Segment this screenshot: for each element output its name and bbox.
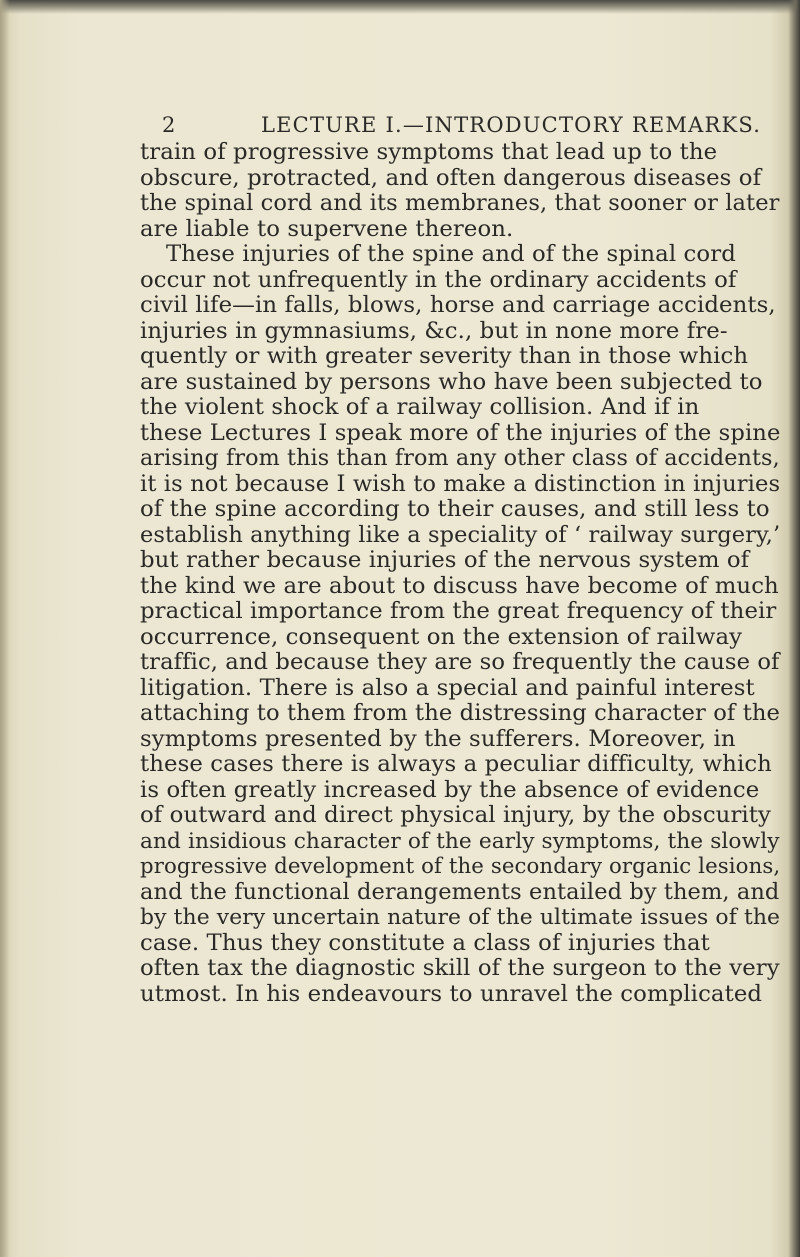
text-line: it is not because I wish to make a distinction in injuries (140, 470, 781, 497)
running-head-title: LECTURE I.—INTRODUCTORY REMARKS. (261, 113, 762, 137)
text-line: the spinal cord and its membranes, that sooner or later (140, 190, 780, 216)
text-line: practical importance from the great frequency of their (140, 598, 777, 624)
body-text (140, 140, 800, 1007)
text-line: litigation. There is also a special and painful interest (140, 674, 755, 701)
text-line: the violent shock of a railway collision. And if in (140, 394, 700, 420)
text-line: civil life—in falls, blows, horse and carriage accidents, (140, 292, 776, 318)
text-line: the kind we are about to discuss have become of much (140, 572, 779, 599)
page-number: 2 (162, 113, 177, 137)
text-line: these cases there is always a peculiar difficulty, which (140, 751, 772, 777)
text-line: train of progressive symptoms that lead up to the (140, 139, 718, 165)
text-line: progressive development of the secondary organic lesions, (140, 854, 781, 879)
text-line: often tax the diagnostic skill of the surgeon to the very (140, 955, 780, 981)
text-line: is often greatly increased by the absence of evidence (140, 776, 760, 803)
text-line: case. Thus they constitute a class of injuries that (140, 929, 710, 956)
text-line: establish anything like a speciality of ‘ railway surgery,’ (140, 521, 781, 548)
text-line: these Lectures I speak more of the injuries of the spine (140, 419, 781, 446)
text-line: but rather because injuries of the nervous system of (140, 547, 750, 573)
text-line: attaching to them from the distressing character of the (140, 700, 781, 726)
text-line: symptoms presented by the sufferers. Moreover, in (140, 725, 736, 752)
text-line: and insidious character of the early symptoms, the slowly (140, 828, 780, 854)
text-line: arising from this than from any other class of accidents, (140, 445, 780, 471)
text-line: and the functional derangements entailed by them, and (140, 878, 780, 905)
top-edge-shadow (0, 0, 800, 14)
text-line: by the very uncertain nature of the ultimate issues of the (140, 905, 781, 930)
text-line: These injuries of the spine and of the spinal cord (166, 241, 736, 267)
text-line: of the spine according to their causes, and still less to (140, 496, 770, 522)
left-page-edge (0, 0, 10, 1257)
text-line: utmost. In his endeavours to unravel the complicated (140, 980, 763, 1007)
text-line: occur not unfrequently in the ordinary accidents of (140, 266, 737, 293)
text-line: occurrence, consequent on the extension of railway (140, 623, 743, 650)
text-line: injuries in gymnasiums, &c., but in none more fre- (140, 317, 728, 344)
text-line: obscure, protracted, and often dangerous diseases of (140, 164, 762, 191)
text-line: are liable to supervene thereon. (140, 215, 514, 242)
text-line: of outward and direct physical injury, by the obscurity (140, 802, 772, 828)
text-line: traffic, and because they are so frequently the cause of (140, 649, 780, 675)
text-line: are sustained by persons who have been subjected to (140, 368, 763, 395)
text-line: quently or with greater severity than in those which (140, 343, 749, 369)
